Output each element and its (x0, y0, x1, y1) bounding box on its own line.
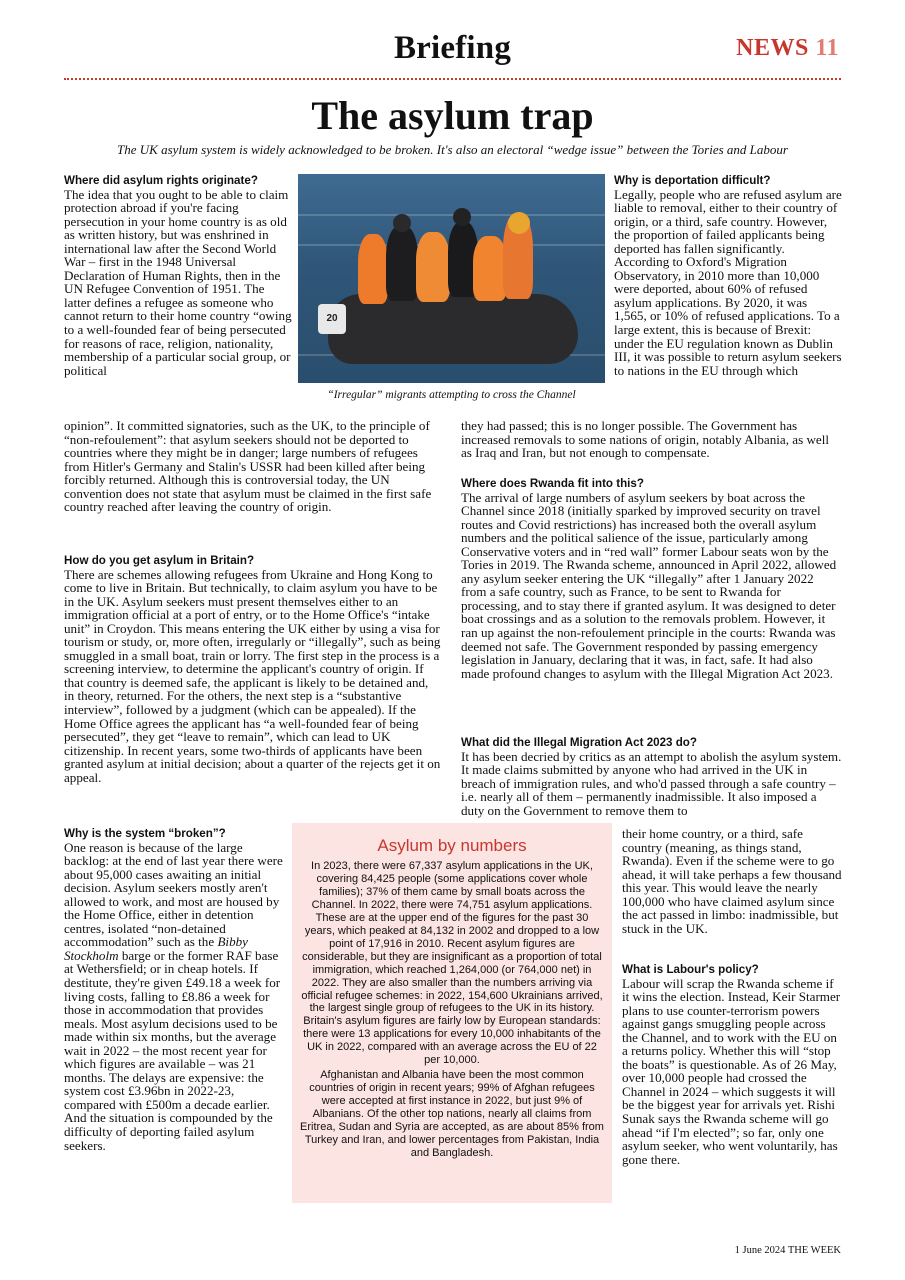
section-body: opinion”. It committed signatories, such as the UK, to the principle of “non-refoulement”: that asylum seekers should not be deported to countries where they might be in danger; large numbers of refugees from Hitler's Germany and Stalin's USSR had been killed after being forcibly returned. Although this is controversial today, the UN convention does not state that asylum must be claimed in the first safe country reached after leaving the country of origin. (64, 418, 432, 515)
section-act-continued (622, 827, 842, 935)
section-heading: Where does Rwanda fit into this? (461, 477, 644, 490)
section-act (461, 736, 842, 817)
photo-caption: “Irregular” migrants attempting to cross the Channel (327, 389, 576, 401)
section-body: The arrival of large numbers of asylum seekers by boat across the Channel since 2018 (initially sparked by improved security on travel routes and Covid restrictions) has increased both the overall asylum numbers and the political salience of the issue, particularly among Conservative voters and in “red wall” former Labour seats won by the Tories in 2019. The Rwanda scheme, announced in April 2022, allowed any asylum seeker entering the UK “illegally” after 1 January 2022 from a safe country, such as France, to be sent to Rwanda for processing, and to stay there if granted asylum. It was designed to deter boat crossings and as a solution to the removals problem. However, it ran up against the non-refoulement principle in the courts: Rwanda was deemed not safe. The Government responded by passing emergency legislation in January, declaring that it was, in fact, safe. It had also made profound changes to asylum with the Illegal Migration Act 2023. (461, 489, 837, 681)
section-broken (64, 827, 286, 1152)
section-heading: What is Labour's policy? (622, 963, 759, 976)
section-heading: What did the Illegal Migration Act 2023 do? (461, 736, 697, 749)
section-body: Legally, people who are refused asylum are liable to removal, either to their country of origin, or a third, safe country. However, the proportion of failed applicants being deported has fallen significantly. According to Oxford's Migration Observatory, in 2010 more than 10,000 were deported, about 60% of refused asylum applications. By 2020, it was 1,565, or 10% of refused applications. To a large extent, this is because of Brexit: under the EU regulation known as Dublin III, it was possible to return asylum seekers to nations in the EU through which (614, 186, 842, 378)
section-origin-continued (64, 419, 441, 514)
section-britain (64, 554, 441, 784)
section-heading: Why is the system “broken”? (64, 827, 226, 840)
section-body: One reason is because of the large backlog: at the end of last year there were about 95,000 cases awaiting an initial decision. Asylum seekers mostly aren't allowed to work, and most are housed by the Home Office, either in detention centres, isolated “non-detained accommodation” such as the Bibby Stockholm barge or the former RAF base at Wethersfield; or in cheap hotels. If destitute, they're given £49.18 a week for living costs, falling to £8.86 a week for those in accommodation that provides meals. Most asylum decisions used to be made within six months, but the average wait in 2022 – the most recent year for which figures are available – was 21 months. The delays are expensive: the system cost £3.96bn in 2022-23, compared with £500m a decade earlier. And the situation is compounded by the difficulty of deporting failed asylum seekers. (64, 839, 283, 1153)
asylum-numbers-box (292, 823, 612, 1203)
ship-name: Bibby Stockholm (64, 934, 248, 963)
page-header (64, 26, 841, 80)
header-divider (64, 78, 841, 80)
section-body: The idea that you ought to be able to claim protection abroad if you're facing persecution in your home country is as old as written history, but was enshrined in international law after the Second World War – first in the 1948 Universal Declaration of Human Rights, then in the UN Refugee Convention of 1951. The latter defines a refugee as someone who cannot return to their home country “owing to a well-founded fear of being persecuted for reasons of race, religion, nationality, membership of a particular social group, or political (64, 186, 292, 378)
article-standfirst: The UK asylum system is widely acknowledged to be broken. It's also an electoral “wedge issue” between the Tories and Labour (117, 142, 788, 157)
page-number: 11 (815, 35, 839, 61)
section-body: It has been decried by critics as an attempt to abolish the asylum system. It made claims submitted by anyone who had arrived in the UK in breach of immigration rules, and who'd passed through a safe country – i.e. nearly all of them – permanently inadmissible. It also imposed a duty on the Government to remove them to (461, 748, 842, 818)
section-heading: Where did asylum rights originate? (64, 174, 258, 187)
box-paragraph: In 2023, there were 67,337 asylum applications in the UK, covering 84,425 people (some applications cover whole families); 37% of them came by small boats across the Channel. In 2022, there were 74,751 asylum applications. These are at the upper end of the figures for the past 30 years, which peaked at 84,132 in 2002 and dropped to a low point of 17,916 in 2010. Recent asylum figures are considerable, but they are insignificant as a proportion of total immigration, which reached 1,264,000 (or 764,000 net) in 2022. They are also smaller than the numbers arriving via official refugee schemes: in 2022, 154,600 Ukrainians arrived, the largest single group of refugees to the UK in its history. Britain's asylum figures are fairly low by European standards: there were 13 applications for every 10,000 inhabitants of the UK in 2022, compared with an average across the EU of 22 per 10,000. (301, 860, 603, 1067)
box-title: Asylum by numbers (377, 836, 527, 855)
box-paragraph: Afghanistan and Albania have been the most common countries of origin in recent years; 99% of Afghan refugees were accepted at first instance in 2022, but just 9% of Albanians. Of the other top nations, nearly all claims from Eritrea, Sudan and Syria are accepted, as are about 85% from Turkey and Iran, and lower percentages from Pakistan, India and Bangladesh. (300, 1069, 604, 1159)
section-origin (64, 174, 294, 377)
news-label: NEWS (736, 35, 809, 61)
boat-shape (328, 294, 578, 364)
section-body: they had passed; this is no longer possible. The Government has increased removals to some nations of origin, notably Albania, as well as Iraq and Iran, but not enough to compensate. (461, 418, 829, 461)
section-body: There are schemes allowing refugees from Ukraine and Hong Kong to come to live in Britain. But technically, to claim asylum you have to be in the UK. Asylum seekers must present themselves either to an immigration official at a port of entry, or to the Home Office's “intake unit” in Croydon. This means entering the UK either by using a visa for tourism or study, or, more often, irregularly or “illegally”, such as being smuggled in a small boat, train or lorry. The first step in the process is a screening interview, to determine the applicant's country of origin. If that country is deemed safe, the applicant is likely to be detained and, in theory, returned. For the others, the next step is a “substantive interview”, followed by a judgment (which can be appealed). If the Home Office agrees the applicant has “a well-founded fear of being persecuted”, they get “leave to remain”, which can lead to UK citizenship. In recent years, some two-thirds of applicants have been granted asylum at initial decision; about a quarter of the rejects get it on appeal. (64, 566, 441, 785)
section-heading: How do you get asylum in Britain? (64, 554, 255, 567)
section-labour (622, 963, 842, 1166)
news-page-label (736, 35, 839, 62)
page-footer: 1 June 2024 THE WEEK (734, 1245, 841, 1256)
section-rwanda (461, 477, 842, 680)
section-body: Labour will scrap the Rwanda scheme if it wins the election. Instead, Keir Starmer plans to use counter-terrorism powers against gangs smuggling people across the Channel, and to work with the EU on a returns policy. Whether this will “stop the boats” is questionable. As of 26 May, over 10,000 people had crossed the Channel in 2024 – which suggests it will be the biggest year for arrivals yet. Rishi Sunak says the Rwanda scheme will go ahead “if I'm elected”; so far, only one asylum seeker, who went voluntarily, has gone there. (622, 975, 841, 1167)
article-headline: The asylum trap (311, 93, 594, 138)
section-deportation-continued (461, 419, 842, 460)
migrant-boat-photo (298, 174, 605, 383)
section-title: Briefing (393, 30, 512, 66)
section-heading: Why is deportation difficult? (614, 174, 771, 187)
section-body: their home country, or a third, safe country (meaning, as things stand, Rwanda). Even if the scheme were to go ahead, it will take perhaps a few thousand this year. This would leave the nearly 100,000 who have claimed asylum since the act passed in limbo: inadmissible, but stuck in the UK. (622, 826, 842, 936)
section-deportation (614, 174, 842, 377)
box-body (300, 860, 604, 1160)
outboard-motor: 20 (318, 304, 346, 334)
